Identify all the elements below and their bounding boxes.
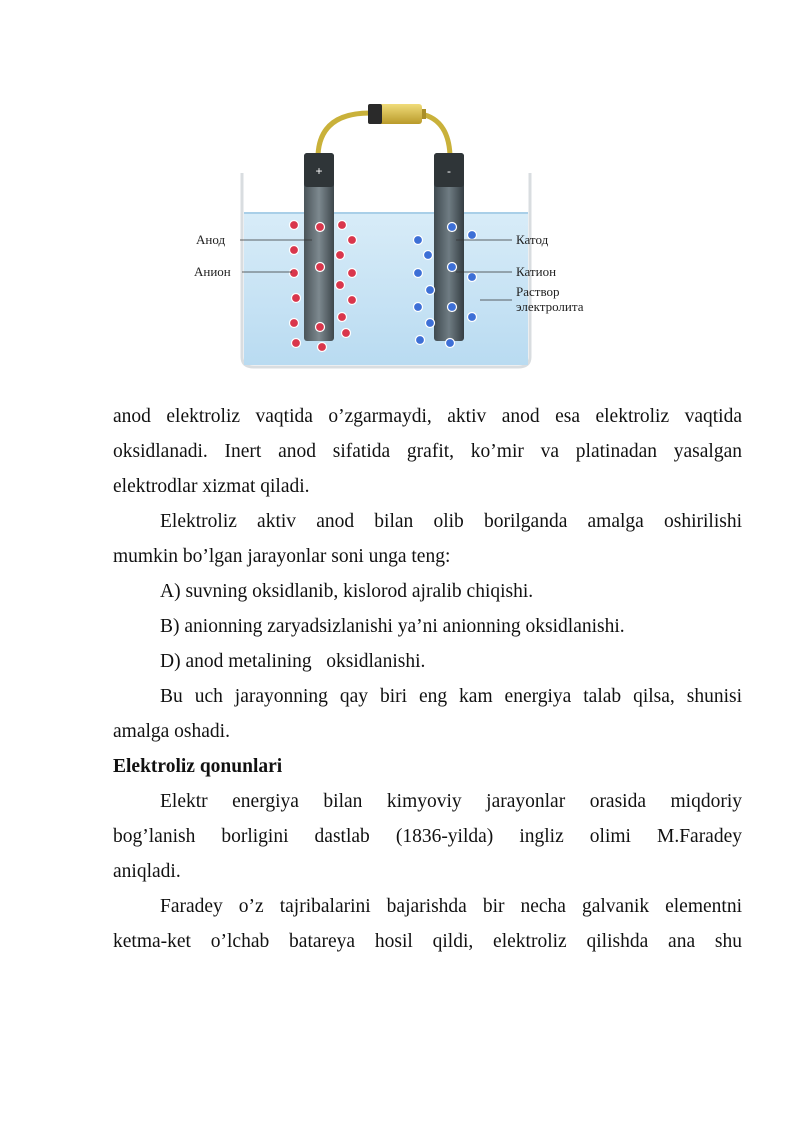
battery-icon: [368, 104, 426, 124]
anion-particle: [348, 236, 357, 245]
text-line: Elektr energiya bilan kimyoviy jarayonlar orasida miqdoriy: [160, 791, 742, 812]
cation-particle: [424, 251, 433, 260]
label-electrolyte-line1: Раствор: [516, 284, 560, 299]
text-line: bog’lanish borligini dastlab (1836-yilda) ingliz olimi M.Faradey: [113, 826, 742, 847]
text-line: amalga oshadi.: [113, 721, 230, 742]
label-cation: Катион: [516, 264, 557, 279]
anion-particle: [336, 251, 345, 260]
label-electrolyte-line2: электролита: [516, 299, 584, 314]
paragraph: [113, 434, 742, 469]
anion-particle: [292, 339, 301, 348]
text-line: B) anionning zaryadsizlanishi ya’ni anionning oksidlanishi.: [160, 616, 625, 637]
label-anode: Анод: [196, 232, 226, 247]
paragraph: [113, 854, 742, 889]
list-item: [113, 644, 742, 679]
anion-particle: [292, 294, 301, 303]
anion-particle: [290, 246, 299, 255]
anion-particle: [316, 263, 325, 272]
paragraph: [113, 539, 742, 574]
plus-sign: +: [315, 164, 323, 178]
list-item: [113, 574, 742, 609]
text-line: elektrodlar xizmat qiladi.: [113, 476, 310, 497]
paragraph: [113, 924, 742, 959]
text-line: anod elektroliz vaqtida o’zgarmaydi, aktiv anod esa elektroliz vaqtida: [113, 406, 742, 427]
electrolysis-figure: [180, 95, 620, 380]
text-line: ketma-ket o’lchab batareya hosil qildi, elektroliz qilishda ana shu: [113, 931, 742, 952]
text-line: A) suvning oksidlanib, kislorod ajralib chiqishi.: [160, 581, 534, 602]
anion-particle: [290, 319, 299, 328]
cation-particle: [426, 319, 435, 328]
paragraph: [113, 469, 742, 504]
text-line: oksidlanadi. Inert anod sifatida grafit, ko’mir va platinadan yasalgan: [113, 441, 742, 462]
cation-particle: [448, 223, 457, 232]
section-heading: [113, 749, 742, 784]
paragraph: [113, 679, 742, 714]
anode-electrode: [304, 153, 334, 341]
anion-particle: [338, 221, 347, 230]
cation-particle: [414, 269, 423, 278]
cation-particle: [414, 236, 423, 245]
cathode-electrode: [434, 153, 464, 341]
text-line: aniqladi.: [113, 861, 181, 882]
text-line: Elektroliz aktiv anod bilan olib borilganda amalga oshirilishi: [160, 511, 742, 532]
anion-particle: [316, 323, 325, 332]
cation-particle: [468, 231, 477, 240]
anion-particle: [290, 269, 299, 278]
anion-particle: [348, 269, 357, 278]
paragraph: [113, 504, 742, 539]
electrolyte-solution: [244, 213, 528, 365]
cation-particle: [426, 286, 435, 295]
anion-particle: [348, 296, 357, 305]
beaker: [242, 173, 530, 367]
electrolysis-diagram: [180, 95, 620, 380]
cation-particle: [468, 273, 477, 282]
text-line: mumkin bo’lgan jarayonlar soni unga teng:: [113, 546, 451, 567]
cation-particle: [414, 303, 423, 312]
anion-particle: [342, 329, 351, 338]
cation-particle: [448, 303, 457, 312]
label-cathode: Катод: [516, 232, 549, 247]
paragraph: [113, 889, 742, 924]
cation-particle: [468, 313, 477, 322]
text-line: Elektroliz qonunlari: [113, 756, 283, 777]
paragraph: [113, 714, 742, 749]
paragraph: [113, 819, 742, 854]
label-anion: Анион: [194, 264, 231, 279]
anion-particle: [318, 343, 327, 352]
list-item: [113, 609, 742, 644]
minus-sign: -: [447, 164, 451, 178]
anion-particle: [290, 221, 299, 230]
text-line: Faradey o’z tajribalarini bajarishda bir necha galvanik elementni: [160, 896, 742, 917]
anion-particle: [338, 313, 347, 322]
body-text: [113, 399, 742, 959]
text-line: Bu uch jarayonning qay biri eng kam energiya talab qilsa, shunisi: [160, 686, 742, 707]
anion-particle: [316, 223, 325, 232]
text-line: D) anod metalining oksidlanishi.: [160, 651, 426, 672]
cation-particle: [446, 339, 455, 348]
cation-particle: [448, 263, 457, 272]
paragraph: [113, 399, 742, 434]
cation-particle: [416, 336, 425, 345]
paragraph: [113, 784, 742, 819]
anion-particle: [336, 281, 345, 290]
